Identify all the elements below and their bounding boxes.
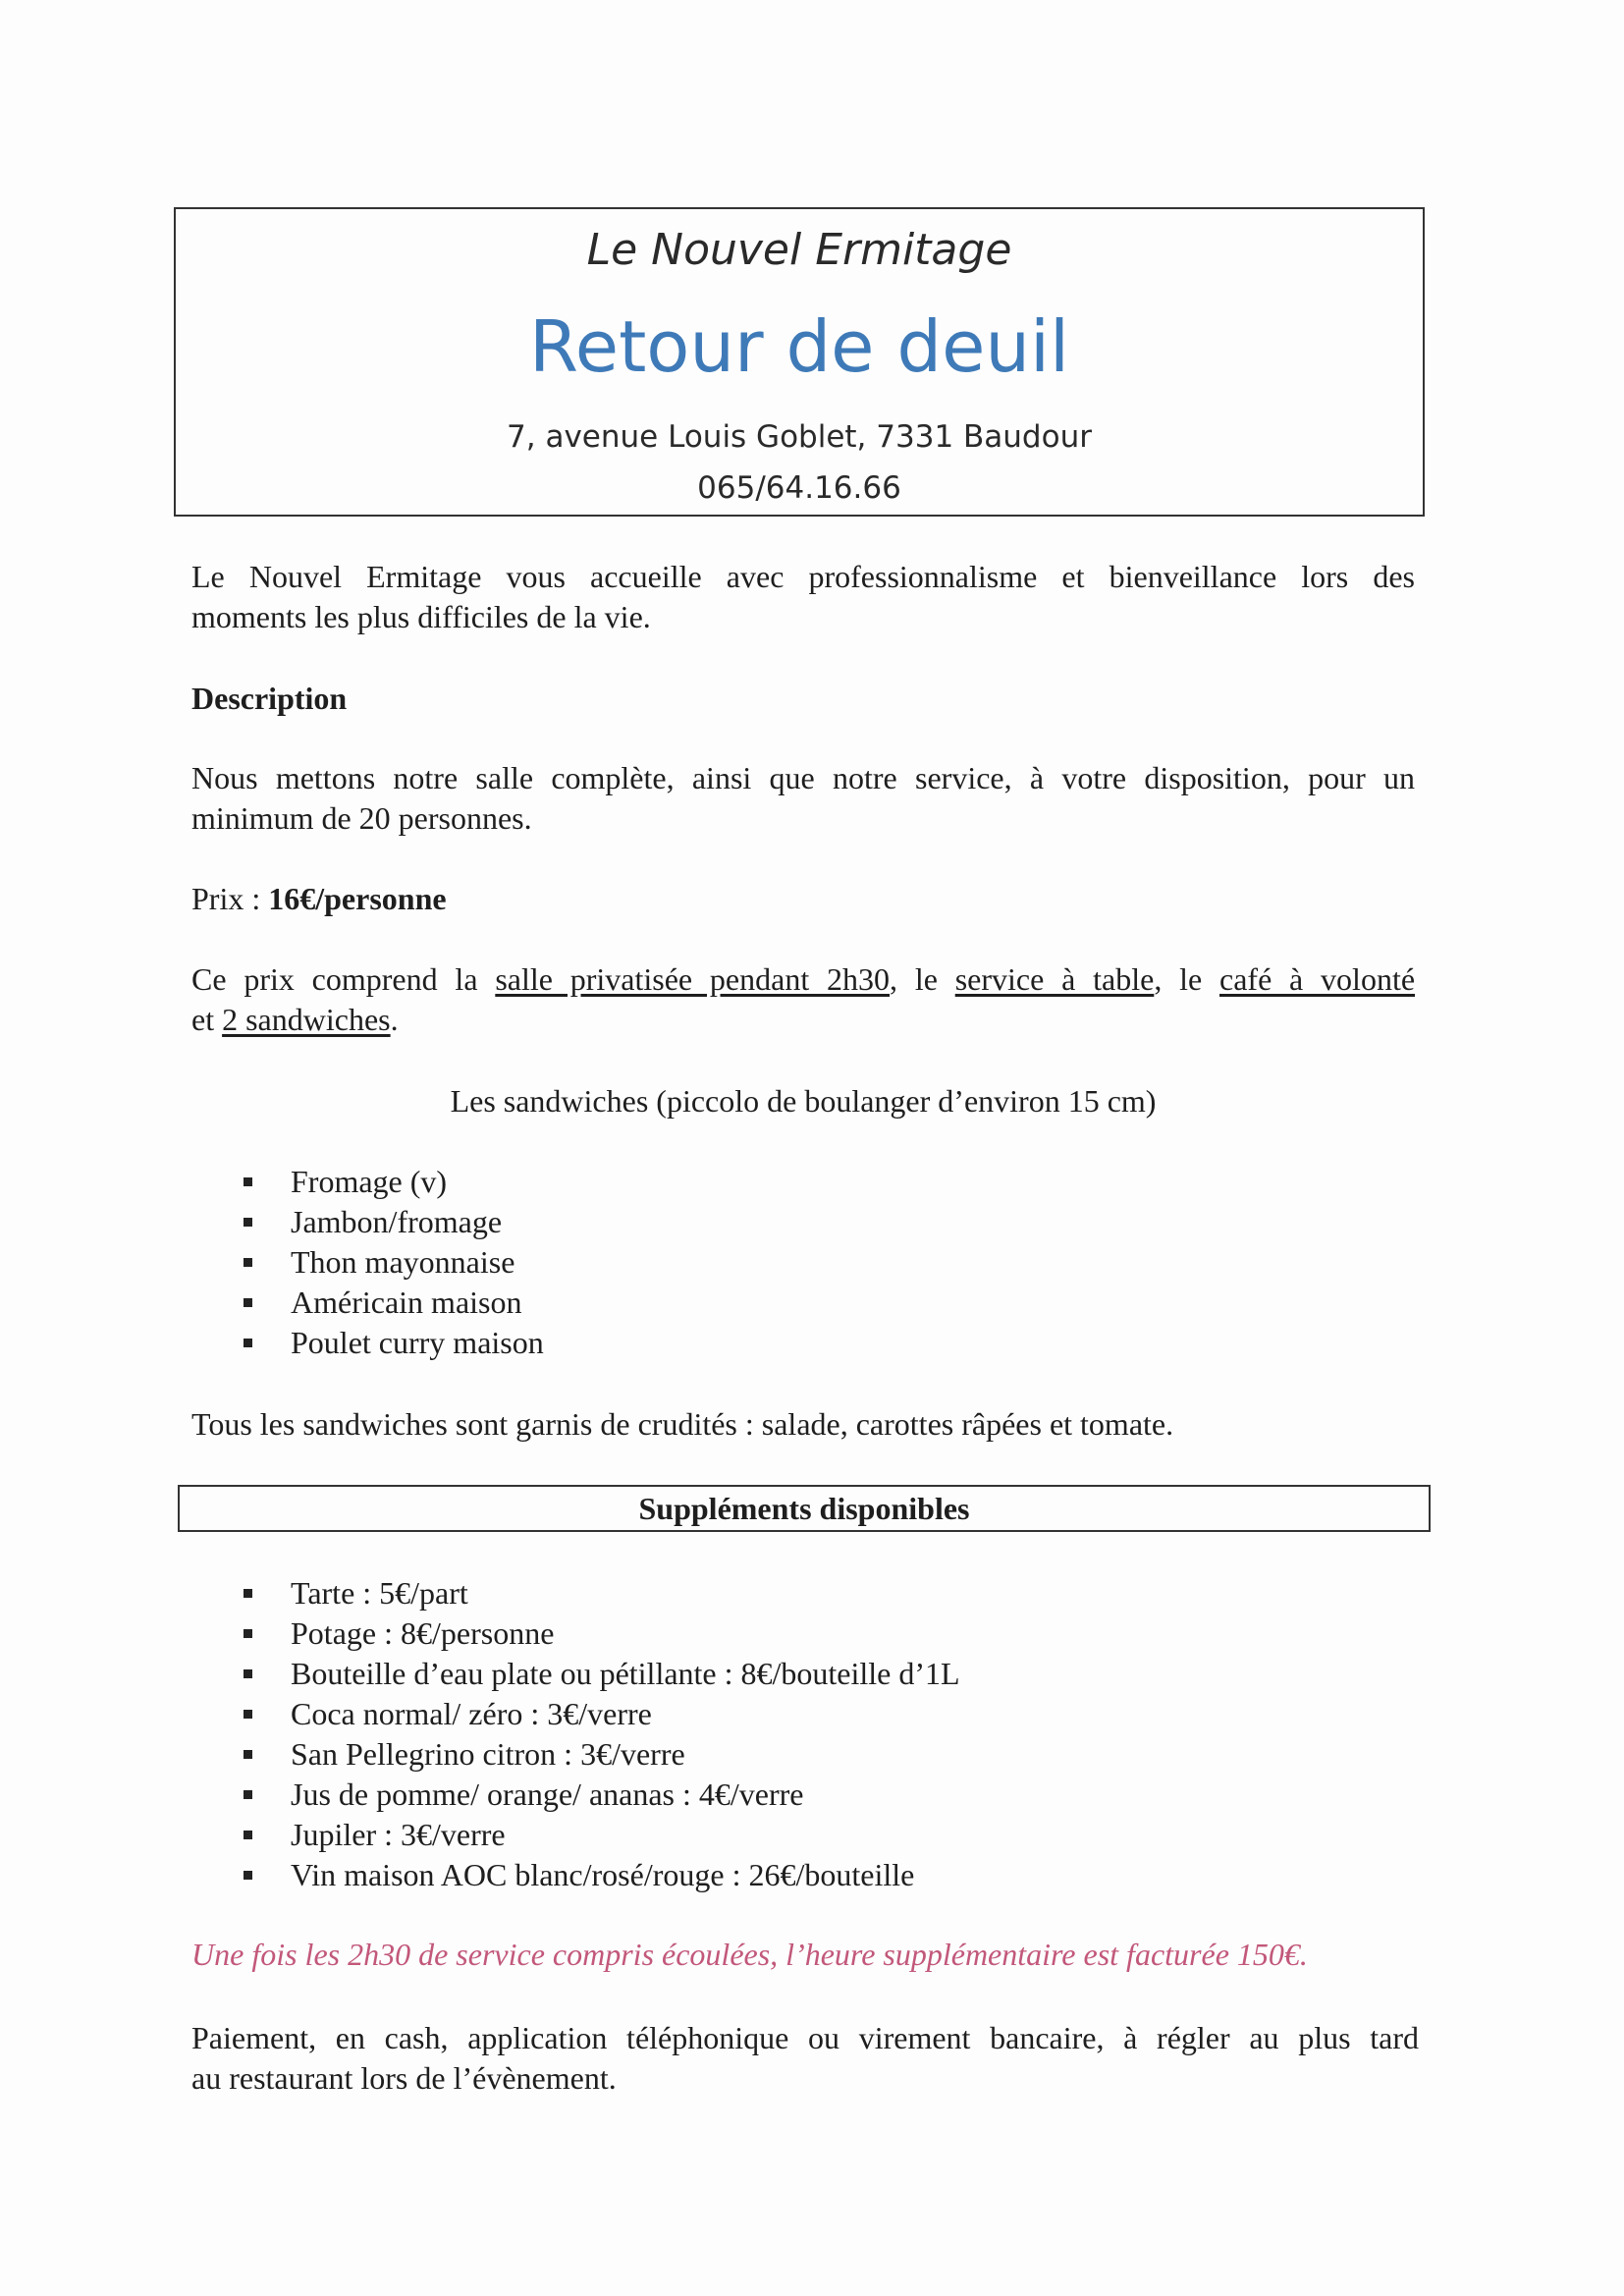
list-item: Thon mayonnaise	[244, 1242, 544, 1283]
list-item: Bouteille d’eau plate ou pétillante : 8€/bouteille d’1L	[244, 1654, 960, 1694]
list-item: Tarte : 5€/part	[244, 1573, 960, 1613]
includes-text-4: et	[191, 1002, 223, 1037]
list-item: Jus de pomme/ orange/ ananas : 4€/verre	[244, 1775, 960, 1815]
price-value: 16€/personne	[268, 881, 447, 916]
overtime-note: Une fois les 2h30 de service compris écoulées, l’heure supplémentaire est facturée 150€.	[191, 1937, 1308, 1972]
includes-line-1	[191, 959, 1415, 1000]
supplements-list	[244, 1573, 960, 1895]
phone-number: 065/64.16.66	[697, 470, 901, 506]
price-label: Prix :	[191, 881, 269, 916]
description-heading: Description	[191, 681, 348, 716]
includes-text-3: , le	[1154, 961, 1219, 997]
list-item: Américain maison	[244, 1283, 544, 1323]
intro-paragraph	[191, 557, 1415, 637]
includes-paragraph	[191, 959, 1415, 1040]
price-line	[191, 879, 1415, 919]
list-item: San Pellegrino citron : 3€/verre	[244, 1734, 960, 1775]
restaurant-name: Le Nouvel Ermitage	[586, 225, 1012, 275]
header-box	[174, 207, 1425, 517]
list-item: Poulet curry maison	[244, 1323, 544, 1363]
list-item: Potage : 8€/personne	[244, 1613, 960, 1654]
address: 7, avenue Louis Goblet, 7331 Baudour	[507, 419, 1092, 455]
description-line-1: Nous mettons notre salle complète, ainsi que notre service, à votre disposition, pour un	[191, 760, 1415, 795]
intro-line-2: moments les plus difficiles de la vie.	[191, 599, 651, 634]
description-paragraph	[191, 758, 1415, 839]
list-item: Vin maison AOC blanc/rosé/rouge : 26€/bouteille	[244, 1855, 960, 1895]
includes-coffee: café à volonté	[1219, 961, 1416, 997]
supplements-heading-box	[178, 1485, 1431, 1532]
includes-sandwiches: 2 sandwiches	[222, 1002, 391, 1037]
payment-line-1: Paiement, en cash, application téléphonique ou virement bancaire, à régler au plus tard	[191, 2020, 1419, 2055]
payment-paragraph	[191, 2018, 1419, 2099]
garnish-line: Tous les sandwiches sont garnis de crudités : salade, carottes râpées et tomate.	[191, 1406, 1174, 1442]
includes-line-2	[191, 1000, 1415, 1040]
includes-room: salle privatisée pendant 2h30	[495, 961, 891, 997]
supplements-heading: Suppléments disponibles	[638, 1491, 970, 1526]
includes-service: service à table	[954, 961, 1155, 997]
description-line-2: minimum de 20 personnes.	[191, 800, 532, 836]
includes-text-5: .	[390, 1002, 399, 1037]
document-title: Retour de deuil	[528, 305, 1070, 388]
intro-line-1: Le Nouvel Ermitage vous accueille avec professionnalisme et bienveillance lors des	[191, 559, 1415, 594]
includes-text-2: , le	[890, 961, 955, 997]
sandwich-list	[244, 1162, 544, 1363]
includes-text-1: Ce prix comprend la	[191, 961, 496, 997]
list-item: Jupiler : 3€/verre	[244, 1815, 960, 1855]
payment-line-2: au restaurant lors de l’évènement.	[191, 2060, 617, 2096]
list-item: Jambon/fromage	[244, 1202, 544, 1242]
list-item: Fromage (v)	[244, 1162, 544, 1202]
list-item: Coca normal/ zéro : 3€/verre	[244, 1694, 960, 1734]
sandwiches-heading: Les sandwiches (piccolo de boulanger d’environ 15 cm)	[450, 1083, 1157, 1119]
